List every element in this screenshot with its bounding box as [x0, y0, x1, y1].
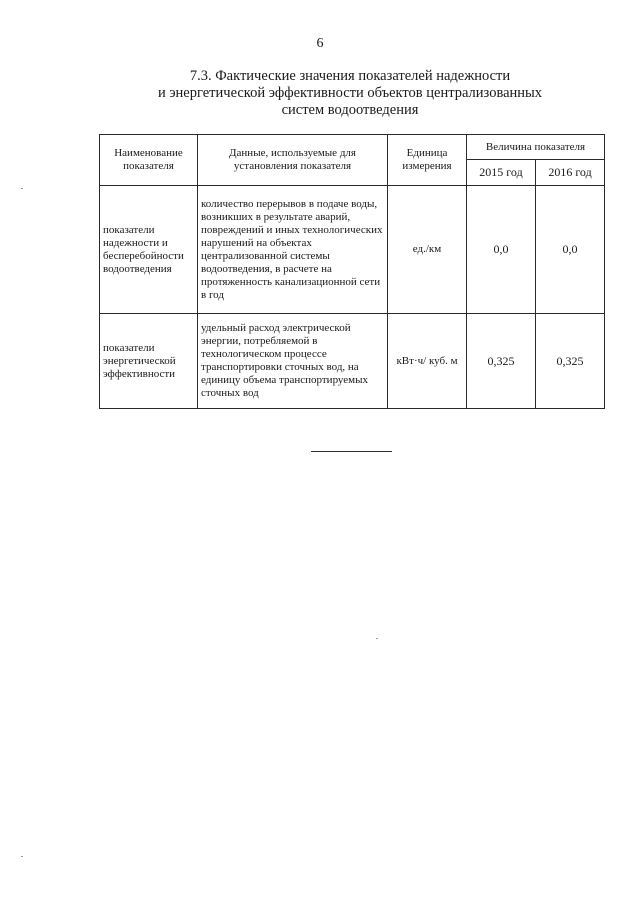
row-value-2015: 0,325 — [467, 314, 536, 409]
row-source-data: количество перерывов в подаче воды, возникших в результате аварий, повреждений и иных технологических нарушений на объектах централизованной системы водоотведения, в расчете на протяженность канализационной сети в год — [198, 186, 388, 314]
scan-speck — [21, 188, 23, 189]
table-row — [100, 186, 605, 314]
row-unit: ед./км — [388, 186, 467, 314]
header-year-2016: 2016 год — [536, 160, 605, 186]
section-title-line-3: систем водоотведения — [281, 102, 419, 118]
row-value-2016: 0,325 — [536, 314, 605, 409]
table-row — [100, 314, 605, 409]
end-separator-line — [311, 451, 392, 452]
scan-speck — [21, 856, 23, 857]
row-value-2015: 0,0 — [467, 186, 536, 314]
section-title-line-1: 7.3. Фактические значения показателей надежности — [189, 68, 511, 84]
header-year-2015: 2015 год — [467, 160, 536, 186]
row-indicator-name: показатели энергетической эффективности — [100, 314, 198, 409]
row-value-2016: 0,0 — [536, 186, 605, 314]
row-indicator-name: показатели надежности и бесперебойности водоотведения — [100, 186, 198, 314]
scan-speck — [376, 638, 378, 639]
row-source-data: удельный расход электрической энергии, потребляемой в технологическом процессе транспортировки сточных вод, на единицу объема транспортируемых сточных вод — [198, 314, 388, 409]
row-unit: кВт·ч/ куб. м — [388, 314, 467, 409]
header-indicator-name: Наименование показателя — [100, 135, 198, 186]
indicators-table — [99, 134, 605, 409]
section-title — [140, 68, 560, 119]
header-source-data: Данные, используемые для установления показателя — [198, 135, 388, 186]
table-header-row — [100, 135, 605, 160]
header-indicator-value: Величина показателя — [467, 135, 605, 160]
page-number: 6 — [316, 36, 324, 51]
header-unit: Единица измерения — [388, 135, 467, 186]
section-title-line-2: и энергетической эффективности объектов централизованных — [157, 85, 543, 101]
